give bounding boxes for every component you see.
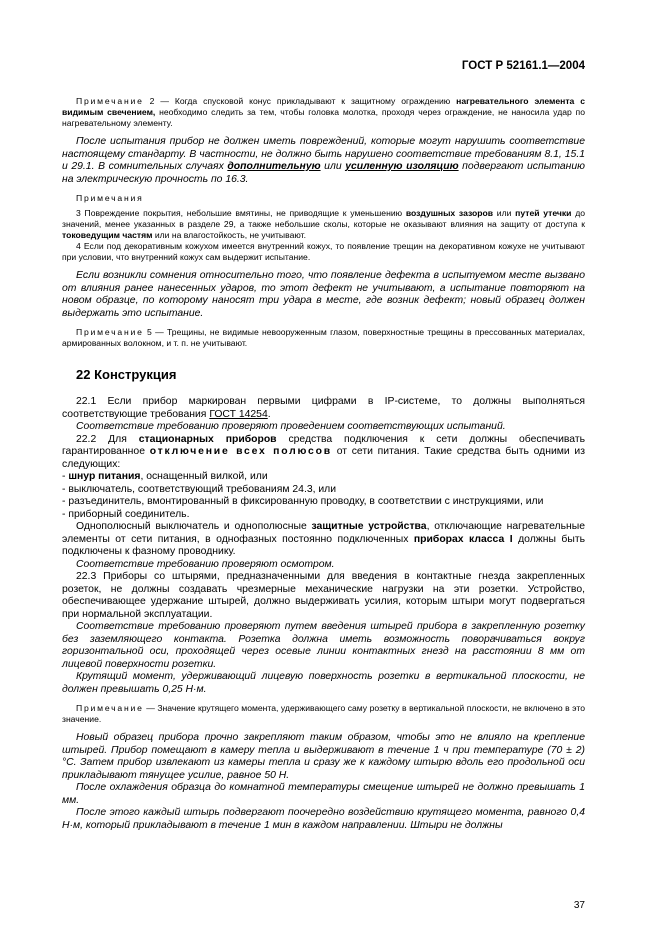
note-5: Примечание 5 — Трещины, не видимые невооруженным глазом, поверхностные трещины в прессованных материалах, армированных волокном, и т. п. не учитывают. [62,327,585,348]
note-label: Примечание [76,96,144,106]
standard-link[interactable]: ГОСТ 14254 [209,408,268,420]
note-4: 4 Если под декоративным кожухом имеется внутренний кожух, то появление трещин на декоративном кожухе не учитывают при условии, что внутренний кожух сам выдержит испытание. [62,241,585,262]
list-item: - приборный соединитель. [62,508,190,520]
list-item: - выключатель, соответствующий требованиям 24.3, или [62,483,337,495]
clause-22-2: 22.2 Для стационарных приборов средства подключения к сети должны обеспечивать гарантированное отключение всех полюсов от сети питания. Такие средства быть одними из следующих: [62,433,586,470]
clause-22-3: 22.3 Приборы со штырями, предназначенными для введения в контактные гнезда закрепленных розеток, не должны создавать чрезмерные механические нагрузки на эти розетки. Устройство, обеспечивающее удержание штырей, должно выдерживать усилия, которым штыри могут подвергаться при нормальной эксплуатации. [62,571,585,620]
paragraph-doubts: Если возникли сомнения относительно того, что появление дефекта в испытуемом месте вызвано от влияния ранее нанесенных ударов, то этот дефект не учитывают, а испытание повторяют на новом образце, по которому наносят три удара в месте, где возник дефект; новый образец должен выдержать это испытание. [62,270,585,319]
page-body [62,96,585,832]
notes-label: Примечания [76,193,144,203]
paragraph-after-test: После испытания прибор не должен иметь повреждений, которые могут нарушить соответствие настоящему стандарту. В частности, не должно быть нарушено соответствие требованиям 8.1, 15.1 и 29.1. В сомнительных случаях дополнительную или усиленную изоляцию подвергают испытанию на электрическую прочность по 16.3. [62,136,585,185]
note-3: 3 Повреждение покрытия, небольшие вмятины, не приводящие к уменьшению воздушных зазоров или путей утечки до значений, менее указанных в разделе 29, а также небольшие сколы, которые не оказывают влияния на защиту от доступа к токоведущим частям или на влагостойкость, не учитывают. [62,208,585,240]
note-torque: Примечание — Значение крутящего момента, удерживающего саму розетку в вертикальной плоскости, не включено в это значение. [62,703,585,724]
clause-22-1: 22.1 Если прибор маркирован первыми цифрами в IP-системе, то должны выполняться соответствующие требования ГОСТ 14254. [62,396,585,420]
list-item: - шнур питания, оснащенный вилкой, или [62,471,268,482]
paragraph-torque-test: После этого каждый штырь подвергают поочередно воздействию крутящего момента, равного 0,4 Н·м, который прикладывают в течение 1 мин в каждом направлении. Штыри не должны [62,807,585,831]
paragraph-new-sample: Новый образец прибора прочно закрепляют таким образом, чтобы это не влияло на крепление штырей. Прибор помещают в камеру тепла и выдерживают в течение 1 ч при температуре (70 ± 2) °С. Затем прибор извлекают из камеры тепла и сразу же к каждому штырю вдоль его продольной оси прикладывают тянущее усилие, равное 50 Н. [62,732,585,781]
clause-22-2-check: Соответствие требованию проверяют осмотром. [76,558,335,570]
list-item: - разъединитель, вмонтированный в фиксированную проводку, в соответствии с инструкциями, или [62,496,544,507]
document-code: ГОСТ Р 52161.1—2004 [461,60,585,72]
paragraph-cooling: После охлаждения образца до комнатной температуры смещение штырей не должно превышать 1 мм. [62,782,585,806]
note-2: Примечание 2 — Когда спусковой конус прикладывают к защитному ограждению нагревательного элемента с видимым свечением, необходимо следить за тем, чтобы головка молотка, проходя через ограждение, не наносила удар по нагревательному элементу. [62,96,585,128]
connection-means-list [62,471,585,521]
clause-22-1-check: Соответствие требованию проверяют проведением соответствующих испытаний. [76,421,506,432]
page-number: 37 [573,900,585,911]
clause-22-3-check: Соответствие требованию проверяют путем введения штырей прибора в закрепленную розетку без заземляющего контакта. Розетка должна иметь возможность поворачиваться вокруг горизонтальной оси, проходящей через осевые линии контактных гнезд на расстоянии 8 мм от лицевой поверхности розетки. [62,621,585,670]
clause-22-2-single-pole: Однополюсный выключатель и однополюсные защитные устройства, отключающие нагревательные элементы от сети питания, в однофазных постоянно подключенных приборах класса I должны быть подключены к фазному проводнику. [62,521,586,557]
clause-22-3-torque: Крутящий момент, удерживающий лицевую поверхность розетки в вертикальной плоскости, не должен превышать 0,25 Н·м. [62,671,585,695]
section-title: 22 Конструкция [76,367,177,382]
